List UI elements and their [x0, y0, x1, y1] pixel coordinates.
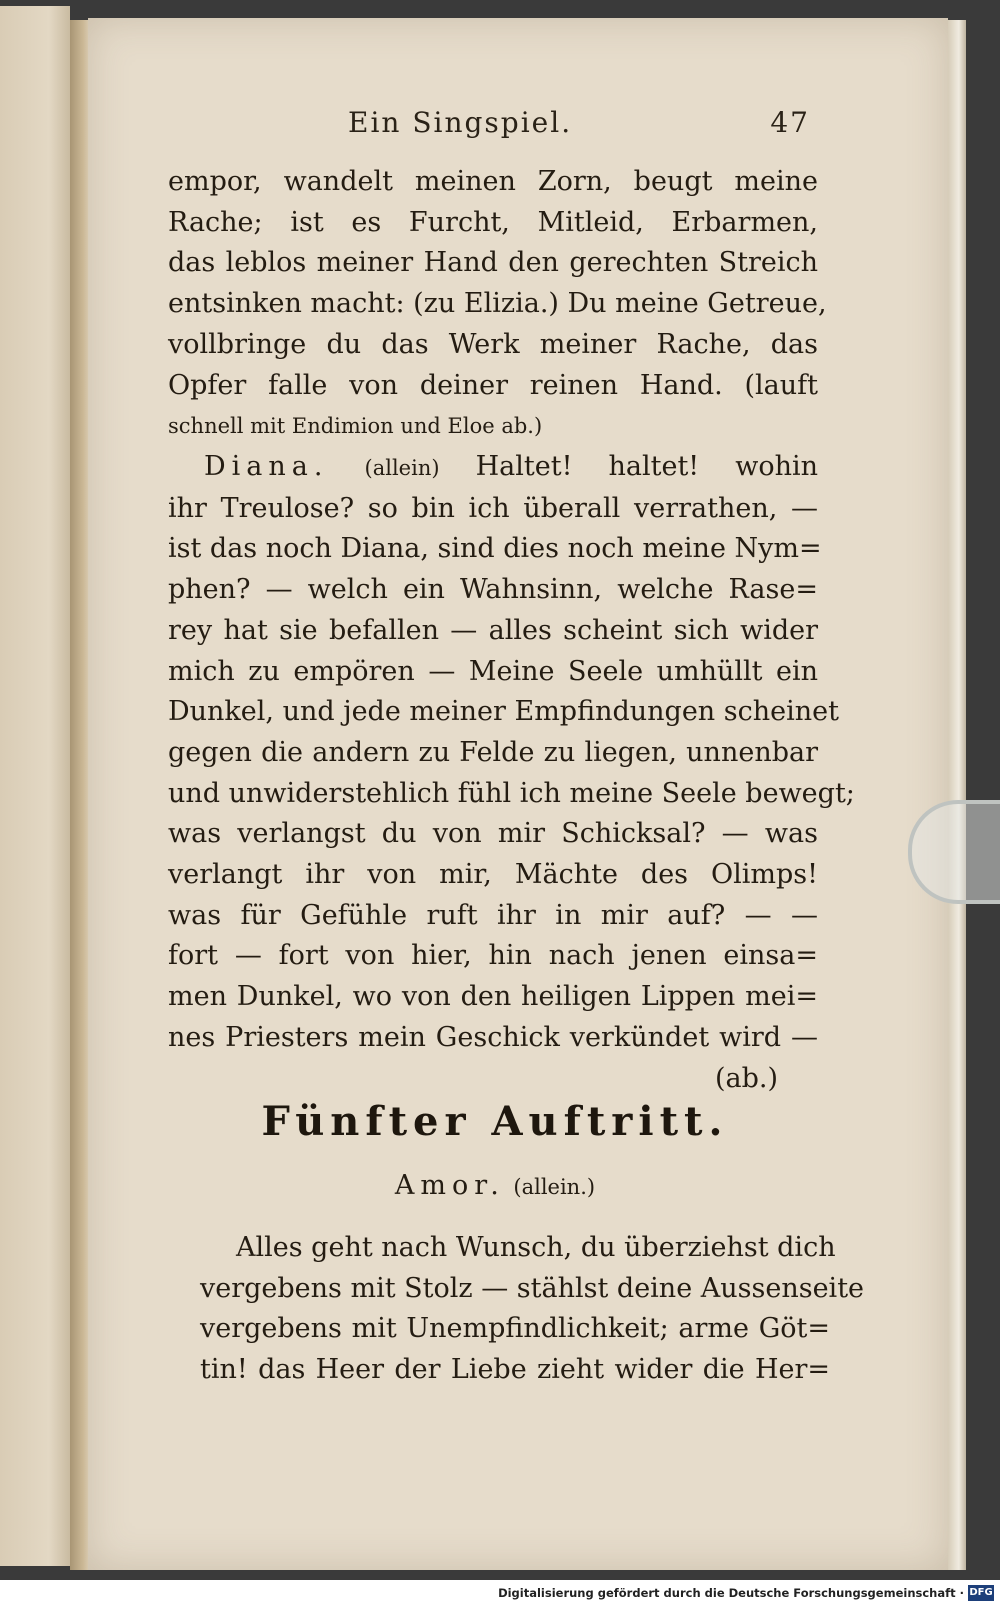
text-line: rey hat sie befallen — alles scheint sich wider — [168, 614, 818, 646]
text-line: mich zu empören — Meine Seele umhüllt ein — [168, 655, 818, 687]
text-line: vergebens mit Stolz — stählst deine Aussenseite — [200, 1272, 865, 1304]
stage-direction: (allein) — [364, 456, 440, 480]
amor-speech — [200, 1228, 865, 1391]
stage-direction-line: schnell mit Endimion und Eloe ab.) — [168, 414, 543, 439]
text-line: das leblos meiner Hand den gerechten Streich — [168, 247, 818, 279]
speaker-name: Diana. — [204, 451, 329, 482]
facing-page-edge — [0, 6, 70, 1566]
passage-continuation — [168, 162, 827, 447]
text-line: Dunkel, und jede meiner Empfindungen scheinet — [168, 696, 839, 728]
speaker-name: Amor. — [394, 1170, 505, 1201]
text-line: verlangt ihr von mir, Mächte des Olimps! — [168, 859, 818, 891]
text-fragment: Haltet! haltet! wohin — [475, 451, 818, 482]
text-line: vollbringe du das Werk meiner Rache, das — [168, 328, 818, 360]
text-line: entsinken macht: (zu Elizia.) Du meine Getreue, — [168, 288, 827, 320]
text-line: empor, wandelt meinen Zorn, beugt meine — [168, 166, 818, 197]
text-line: und unwiderstehlich fühl ich meine Seele bewegt; — [168, 777, 855, 809]
text-line: Opfer falle von deiner reinen Hand. (lauft — [168, 369, 818, 401]
text-line: Alles geht nach Wunsch, du überziehst dich — [236, 1232, 836, 1263]
dfg-logo-icon: DFG — [968, 1585, 994, 1601]
page-number: 47 — [770, 106, 810, 139]
running-header — [340, 100, 810, 150]
running-title: Ein Singspiel. — [348, 106, 573, 139]
text-line: Rache; ist es Furcht, Mitleid, Erbarmen, — [168, 206, 818, 238]
text-line: ist das noch Diana, sind dies noch meine Nym= — [168, 533, 822, 565]
text-line: nes Priesters mein Geschick verkündet wird — — [168, 1021, 818, 1053]
footer-bar — [0, 1582, 1000, 1612]
text-line: tin! das Heer der Liebe zieht wider die Her= — [200, 1354, 830, 1386]
text-line: vergebens mit Unempfindlichkeit; arme Göt= — [200, 1313, 830, 1345]
exit-direction: (ab.) — [714, 1062, 778, 1094]
scene-heading: Fünfter Auftritt. — [261, 1098, 729, 1145]
text-line: ihr Treulose? so bin ich überall verrathen, — — [168, 492, 818, 524]
text-line: was verlangst du von mir Schicksal? — was — [168, 818, 818, 850]
text-line: phen? — welch ein Wahnsinn, welche Rase= — [168, 574, 818, 606]
page-stack-edge — [948, 20, 966, 1570]
diana-speech — [168, 447, 855, 1099]
stage-direction: (allein.) — [513, 1175, 596, 1199]
text-line: men Dunkel, wo von den heiligen Lippen mei= — [168, 981, 818, 1013]
text-line: was für Gefühle ruft ihr in mir auf? — — — [168, 899, 818, 931]
speech-opening-line — [168, 447, 818, 489]
page-clip — [908, 800, 1000, 904]
funding-credit: Digitalisierung gefördert durch die Deutsche Forschungsgemeinschaft · — [498, 1586, 964, 1600]
scene-speaker-line — [170, 1170, 820, 1201]
text-line: fort — fort von hier, hin nach jenen einsa= — [168, 940, 818, 972]
text-line: gegen die andern zu Felde zu liegen, unnenbar — [168, 736, 818, 768]
